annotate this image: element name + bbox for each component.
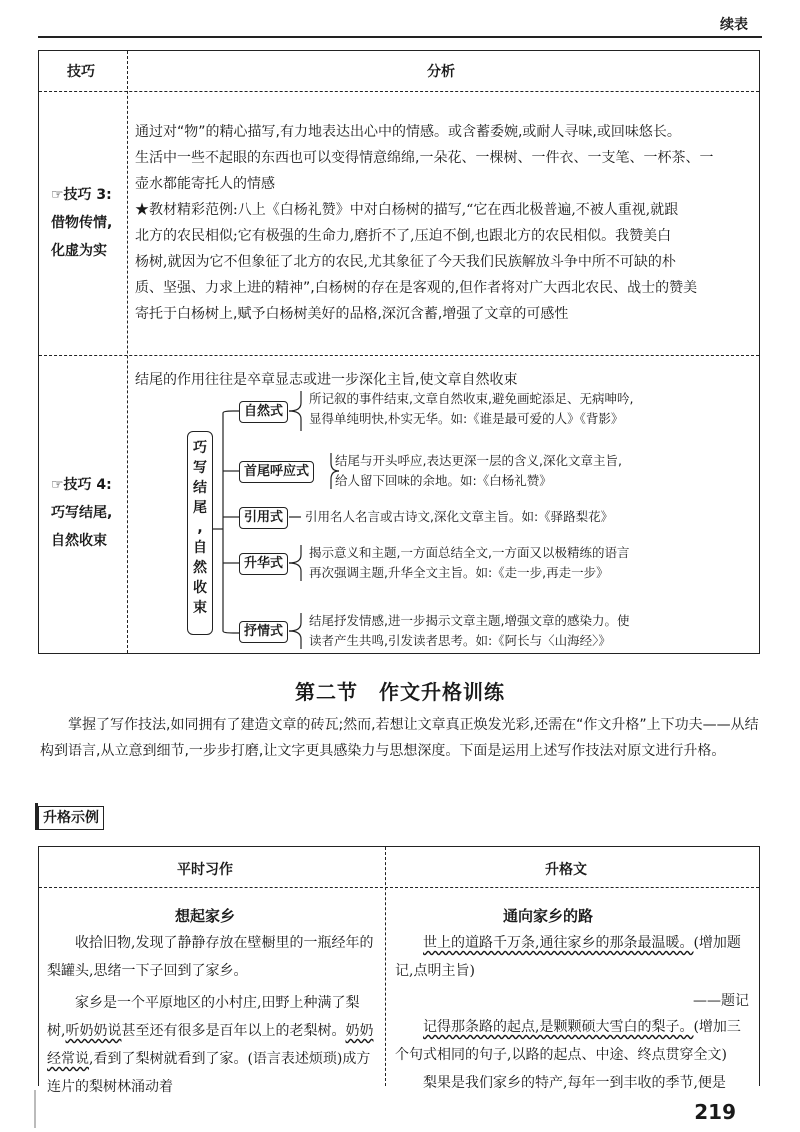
center-char: , <box>197 520 203 536</box>
analysis-line: 质、坚强、力求上进的精神”,白杨树的存在是客观的,但作者将对广大西北农民、战士的赞美 <box>135 280 698 296</box>
center-char: 结 <box>193 480 207 496</box>
upgraded-epigraph: 世上的道路千万条,通往家乡的那条最温暖。 <box>423 935 694 951</box>
upgraded-note: (增加题记,点明主旨) <box>395 935 741 979</box>
center-char: 然 <box>193 560 207 576</box>
branch-line: 结尾与开头呼应,表达更深一层的含义,深化文章主旨, <box>335 453 622 468</box>
header-divider <box>39 887 759 888</box>
center-char: 巧 <box>193 440 207 456</box>
analysis-line: 壶水都能寄托人的情感 <box>135 176 275 192</box>
margin-mark <box>34 1090 36 1128</box>
branch-echo: 首尾呼应式 <box>239 461 314 483</box>
branch-line: 引用名人名言或古诗文,深化文章主旨。如:《驿路梨花》 <box>305 509 614 524</box>
center-char: 写 <box>193 460 207 476</box>
upgraded-p2 <box>395 1013 751 1069</box>
header-skill: 技巧 <box>67 64 95 80</box>
branch-natural: 自然式 <box>239 401 288 423</box>
example-line: ★教材精彩范例:八上《白杨礼赞》中对白杨树的描写,“它在西北极普遍,不被人重视,就跟 <box>135 202 679 218</box>
original-p2-part: 甚至还有很多是百年以上的老梨树。 <box>121 1023 346 1039</box>
section-intro: 掌握了写作技法,如同拥有了建造文章的砖瓦;然而,若想让文章真正焕发光彩,还需在“作文升格”上下功夫——从结构到语言,从立意到细节,一步步打磨,让文字更具感染力与思想深度。下面是运用上述写作技法对原文进行升格。 <box>40 717 759 759</box>
example-line: 杨树,就因为它不但象征了北方的农民,尤其象征了今天我们民族解放斗争中所不可缺的朴 <box>135 254 676 270</box>
branch-sublimate: 升华式 <box>239 553 288 575</box>
original-p2 <box>47 989 377 1101</box>
top-rule <box>38 36 762 38</box>
skill-3-line-2: 借物传情, <box>51 215 113 231</box>
branch-line: 显得单纯明快,朴实无华。如:《谁是最可爱的人》《背影》 <box>309 411 624 426</box>
center-char: 束 <box>193 600 207 616</box>
page-number: 219 <box>694 1100 736 1124</box>
original-p2-part: 家乡是一个平原地区的小村庄,田野上种满了梨树, <box>47 995 360 1039</box>
center-char: 尾 <box>193 500 207 516</box>
continuation-label: 续表 <box>720 17 748 33</box>
center-char: 自 <box>193 540 207 556</box>
upgraded-p1 <box>395 929 751 985</box>
branch-line: 揭示意义和主题,一方面总结全文,一方面又以极精练的语言 <box>309 545 630 560</box>
upgraded-marked: 记得那条路的起点,是颗颗硕大雪白的梨子。 <box>423 1019 694 1035</box>
section-title: 第二节 作文升格训练 <box>295 680 505 704</box>
header-analysis: 分析 <box>427 64 455 80</box>
branch-line: 再次强调主题,升华全文主旨。如:《走一步,再走一步》 <box>309 565 609 580</box>
original-p2-part: ,看到了梨树就看到了家。(语言表述烦琐)成方连片的梨树林涌动着 <box>47 1051 371 1095</box>
example-line: 北方的农民相似;它有极强的生命力,磨折不了,压迫不倒,也跟北方的农民相似。我赞美白 <box>135 228 672 244</box>
branch-line: 结尾抒发情感,进一步揭示文章主题,增强文章的感染力。使 <box>309 613 630 628</box>
branch-line: 读者产生共鸣,引发读者思考。如:《阿长与〈山海经〉》 <box>309 633 611 648</box>
column-divider <box>385 847 386 1086</box>
original-p2-marked: 听奶奶说 <box>65 1023 122 1039</box>
analysis-line: 生活中一些不起眼的东西也可以变得情意绵绵,一朵花、一棵树、一件衣、一支笔、一杯茶、一 <box>135 150 714 166</box>
branch-line: 所记叙的事件结束,文章自然收束,避免画蛇添足、无病呻吟, <box>309 391 634 406</box>
branch-quote: 引用式 <box>239 507 288 529</box>
upgraded-note: (增加三个句式相同的句子,以路的起点、中途、终点贯穿全文) <box>395 1019 741 1063</box>
branch-lyric: 抒情式 <box>239 621 288 643</box>
branch-line: 给人留下回味的余地。如:《白杨礼赞》 <box>335 473 552 488</box>
upgrade-table <box>38 846 760 1095</box>
example-tag: 升格示例 <box>38 806 104 830</box>
branch-echo-text <box>335 451 622 491</box>
epigraph-sign: ——题记 <box>693 993 749 1009</box>
header-upgraded: 升格文 <box>545 862 587 878</box>
skill-3-line-1: ☞技巧 3: <box>51 187 112 203</box>
analysis-line: 通过对“物”的精心描写,有力地表达出心中的情感。或含蓄委婉,或耐人寻味,或回味悠长。 <box>135 124 681 140</box>
branch-natural-text <box>309 389 633 429</box>
upgraded-p3: 梨果是我们家乡的特产,每年一到丰收的季节,便是 <box>423 1075 726 1091</box>
original-title: 想起家乡 <box>175 907 236 925</box>
skill-3-line-3: 化虚为实 <box>51 243 107 259</box>
skill-4-line-1: ☞技巧 4: <box>51 477 112 493</box>
skill-4-line-2: 巧写结尾, <box>51 505 113 521</box>
upgraded-title: 通向家乡的路 <box>503 907 594 925</box>
branch-sublimate-text <box>309 543 629 583</box>
original-p2-marked: 奶奶经常说 <box>47 1023 374 1067</box>
original-p1: 收拾旧物,发现了静静存放在壁橱里的一瓶经年的梨罐头,思绪一下子回到了家乡。 <box>47 935 374 979</box>
skills-table <box>38 50 760 654</box>
branch-lyric-text <box>309 611 629 651</box>
header-original: 平时习作 <box>177 862 233 878</box>
skill-4-line-3: 自然收束 <box>51 533 107 549</box>
ending-intro: 结尾的作用往往是卒章显志或进一步深化主旨,使文章自然收束 <box>135 372 518 388</box>
center-char: 收 <box>193 580 207 596</box>
analysis-line: 寄托于白杨树上,赋予白杨树美好的品格,深沉含蓄,增强了文章的可感性 <box>135 306 569 322</box>
branch-quote-text <box>305 507 613 527</box>
